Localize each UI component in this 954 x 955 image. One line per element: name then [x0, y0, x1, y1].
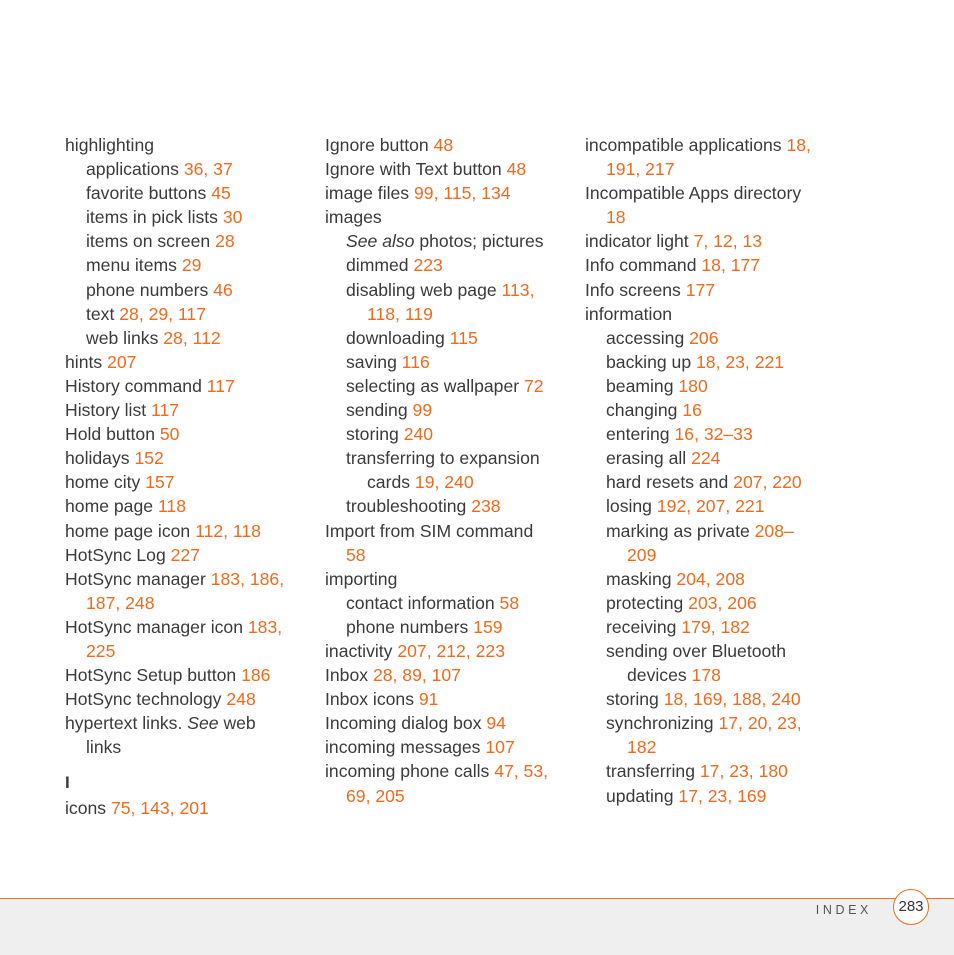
- see-target: web: [223, 713, 256, 734]
- index-entry: [65, 687, 305, 711]
- page-refs: 179, 182: [681, 616, 750, 637]
- index-entry: [325, 181, 565, 205]
- index-subentry: [325, 615, 565, 639]
- see-reference: See also: [346, 231, 415, 252]
- entry-term: holidays: [65, 448, 130, 469]
- entry-term: items in pick lists: [86, 207, 218, 228]
- see-reference: See: [187, 713, 219, 734]
- page-refs: 248: [226, 689, 256, 710]
- index-subentry: [325, 326, 565, 350]
- page-refs: 204, 208: [676, 568, 745, 589]
- entry-term: sending: [346, 400, 408, 421]
- page-refs: 207, 220: [733, 472, 802, 493]
- entry-term: losing: [606, 496, 652, 517]
- index-subentry: [65, 229, 305, 253]
- page-refs: 206: [689, 327, 719, 348]
- index-entry: [325, 639, 565, 663]
- index-entry: [585, 133, 825, 181]
- page-refs: 192, 207, 221: [656, 496, 765, 517]
- page-refs: 180: [678, 375, 708, 396]
- page-refs: 18, 169, 188, 240: [663, 689, 801, 710]
- index-subentry: [585, 759, 825, 783]
- index-subentry: [585, 567, 825, 591]
- entry-term: home page icon: [65, 520, 191, 541]
- index-subentry: [585, 398, 825, 422]
- page-refs-continued: 18: [606, 207, 626, 228]
- index-entry: [65, 567, 305, 615]
- index-entry: [65, 519, 305, 543]
- page-refs: 50: [159, 424, 180, 445]
- entry-term: erasing all: [606, 448, 687, 469]
- page-refs: 227: [170, 544, 200, 565]
- entry-term: contact information: [346, 592, 495, 613]
- entry-term: storing: [346, 424, 399, 445]
- page-refs-continued: 182: [627, 737, 657, 758]
- index-entry: [325, 759, 565, 807]
- entry-term: HotSync manager icon: [65, 616, 243, 637]
- index-subentry: [585, 446, 825, 470]
- entry-term: Ignore button: [325, 135, 429, 155]
- entry-term: Ignore with Text button: [325, 159, 502, 180]
- entry-term: beaming: [606, 375, 674, 396]
- page-refs: 183,: [247, 616, 283, 637]
- page-refs: 91: [418, 689, 439, 710]
- entry-term: incoming phone calls: [325, 761, 490, 782]
- index-subentry: [65, 205, 305, 229]
- index-subentry: [585, 615, 825, 639]
- entry-term: applications: [86, 159, 179, 180]
- entry-term: backing up: [606, 351, 692, 372]
- index-subentry: [65, 157, 305, 181]
- index-entry: [65, 615, 305, 663]
- entry-term: hard resets and: [606, 472, 729, 493]
- page-refs: 18,: [786, 135, 811, 155]
- entry-term: Incompatible Apps directory: [585, 183, 802, 204]
- page-refs: 207: [107, 351, 137, 372]
- entry-term: image files: [325, 183, 410, 204]
- entry-term: images: [325, 207, 382, 228]
- page-refs: 240: [403, 424, 434, 445]
- page-refs-continued: 187, 248: [86, 592, 155, 613]
- page-refs: 152: [134, 448, 164, 469]
- entry-term: receiving: [606, 616, 677, 637]
- index-subentry: [325, 494, 565, 518]
- index-subentry: [585, 784, 825, 808]
- entry-term: Info screens: [585, 279, 681, 300]
- index-entry: [325, 663, 565, 687]
- entry-term-continued: links: [86, 737, 122, 758]
- entry-term: entering: [606, 424, 670, 445]
- entry-term: Incoming dialog box: [325, 713, 482, 734]
- entry-term: downloading: [346, 327, 445, 348]
- page-refs: 45: [211, 183, 231, 204]
- index-column-2: [325, 133, 565, 808]
- section-label: INDEX: [815, 903, 872, 917]
- page-refs-continued: 69, 205: [346, 785, 405, 806]
- entry-term: highlighting: [65, 135, 155, 155]
- page-refs: 7, 12, 13: [693, 231, 763, 252]
- page-refs-continued: 209: [627, 544, 657, 565]
- entry-term: sending over Bluetooth: [606, 640, 786, 661]
- index-subentry: [585, 711, 825, 759]
- page-refs: 47, 53,: [494, 761, 549, 782]
- page-refs: 117: [151, 400, 180, 421]
- page-refs: 28, 29, 117: [119, 303, 206, 324]
- page-refs: 177: [685, 279, 716, 300]
- index-entry: [585, 181, 825, 229]
- entry-term: masking: [606, 568, 672, 589]
- index-subentry: [585, 639, 825, 687]
- index-entry: [65, 494, 305, 518]
- page-refs: 99: [412, 400, 433, 421]
- index-entry: [65, 543, 305, 567]
- page-refs: 16: [682, 400, 702, 421]
- entry-term: disabling web page: [346, 279, 497, 300]
- page-refs: 186: [241, 665, 271, 686]
- page-refs: 94: [486, 713, 506, 734]
- page-refs: 28: [215, 231, 235, 252]
- entry-term: favorite buttons: [86, 183, 207, 204]
- index-subentry: [585, 374, 825, 398]
- page-refs: 118: [157, 496, 186, 517]
- index-entry: [325, 687, 565, 711]
- entry-term: dimmed: [346, 255, 409, 276]
- index-subentry: [325, 278, 565, 326]
- page-refs: 183, 186,: [210, 568, 285, 589]
- index-entry: [325, 735, 565, 759]
- index-entry: [65, 470, 305, 494]
- page-refs: 28, 112: [163, 327, 221, 348]
- entry-term: synchronizing: [606, 713, 714, 734]
- page-refs: 107: [485, 737, 515, 758]
- entry-term: History list: [65, 400, 147, 421]
- entry-term: hypertext links.: [65, 713, 183, 734]
- entry-term: marking as private: [606, 520, 750, 541]
- entry-term: incoming messages: [325, 737, 481, 758]
- entry-term: text: [86, 303, 115, 324]
- page-refs: 116: [401, 351, 430, 372]
- entry-term: troubleshooting: [346, 496, 467, 517]
- page-refs: 159: [473, 616, 503, 637]
- index-subentry: [325, 446, 565, 494]
- page-refs: 16, 32–33: [674, 424, 753, 445]
- page-refs: 48: [433, 135, 454, 155]
- page-footer: [0, 898, 954, 955]
- index-subentry: [585, 326, 825, 350]
- entry-term: accessing: [606, 327, 685, 348]
- index-subentry: [585, 350, 825, 374]
- page-refs: 17, 23, 180: [699, 761, 788, 782]
- page-number-badge: 283: [893, 889, 929, 925]
- entry-term: Import from SIM command: [325, 520, 534, 541]
- entry-term-continued: cards: [367, 472, 411, 493]
- entry-term: hints: [65, 351, 103, 372]
- index-entry: [585, 253, 825, 277]
- index-subentry: [65, 181, 305, 205]
- page-refs: 112, 118: [195, 520, 261, 541]
- index-subentry: [585, 591, 825, 615]
- page-refs-continued: 19, 240: [414, 472, 474, 493]
- index-subentry: [585, 519, 825, 567]
- entry-term: storing: [606, 689, 659, 710]
- page-refs: 203, 206: [688, 592, 757, 613]
- page-refs: 58: [499, 592, 520, 613]
- entry-term: importing: [325, 568, 398, 589]
- entry-term: incompatible applications: [585, 135, 782, 155]
- page-refs: 117: [206, 375, 235, 396]
- page-refs: 17, 20, 23,: [718, 713, 802, 734]
- entry-term: Hold button: [65, 424, 155, 445]
- index-entry: [325, 133, 565, 157]
- entry-term: items on screen: [86, 231, 211, 252]
- index-column-3: [585, 133, 825, 808]
- index-subentry: [65, 253, 305, 277]
- entry-term: HotSync technology: [65, 689, 222, 710]
- page-refs-continued: 225: [86, 640, 116, 661]
- entry-term: indicator light: [585, 231, 689, 252]
- entry-term: selecting as wallpaper: [346, 375, 520, 396]
- index-subentry: [585, 470, 825, 494]
- entry-term: updating: [606, 785, 674, 806]
- page-refs: 48: [506, 159, 527, 180]
- index-entry: [585, 278, 825, 302]
- entry-term: saving: [346, 351, 397, 372]
- page-refs: 18, 23, 221: [696, 351, 785, 372]
- page-refs: 30: [222, 207, 243, 228]
- entry-term: transferring: [606, 761, 695, 782]
- index-entry: [65, 350, 305, 374]
- index-entry: [65, 133, 305, 157]
- entry-term: Inbox: [325, 665, 369, 686]
- index-subentry: [325, 422, 565, 446]
- index-subentry: [325, 374, 565, 398]
- index-subentry: [325, 591, 565, 615]
- index-subentry: [585, 494, 825, 518]
- index-entry: [65, 446, 305, 470]
- page-refs: 115: [449, 327, 478, 348]
- page-refs: 99, 115, 134: [414, 183, 511, 204]
- index-subentry: [325, 398, 565, 422]
- page-refs: 157: [145, 472, 175, 493]
- page-refs: 36, 37: [183, 159, 233, 180]
- page-refs-continued: 118, 119: [367, 303, 433, 324]
- entry-term: phone numbers: [86, 279, 209, 300]
- entry-term: changing: [606, 400, 678, 421]
- page-refs: 17, 23, 169: [678, 785, 767, 806]
- page-refs: 113,: [501, 279, 535, 300]
- index-column-1: [65, 133, 305, 820]
- page-refs-continued: 191, 217: [606, 159, 675, 180]
- entry-term: inactivity: [325, 640, 393, 661]
- page-refs: 72: [524, 375, 544, 396]
- entry-term-continued: devices: [627, 665, 687, 686]
- see-target: photos; pictures: [419, 231, 544, 252]
- entry-term: HotSync manager: [65, 568, 206, 589]
- index-entry: [325, 711, 565, 735]
- entry-term: protecting: [606, 592, 684, 613]
- page-refs: 29: [181, 255, 202, 276]
- entry-term: Info command: [585, 255, 697, 276]
- entry-term: Inbox icons: [325, 689, 414, 710]
- index-subentry: [325, 229, 565, 253]
- entry-term: HotSync Log: [65, 544, 166, 565]
- page-refs: 224: [691, 448, 721, 469]
- index-entry: [65, 422, 305, 446]
- entry-term: home page: [65, 496, 154, 517]
- index-entry: [65, 711, 305, 759]
- entry-term: transferring to expansion: [346, 448, 540, 469]
- index-subentry: [65, 278, 305, 302]
- entry-term: home city: [65, 472, 141, 493]
- index-subentry: [65, 326, 305, 350]
- entry-term: menu items: [86, 255, 177, 276]
- index-entry: [325, 519, 565, 567]
- index-subentry: [65, 302, 305, 326]
- page-refs: 223: [413, 255, 443, 276]
- page-refs: 75, 143, 201: [110, 797, 209, 818]
- index-entry: [585, 302, 825, 326]
- page-refs: 238: [471, 496, 501, 517]
- page-refs: 28, 89, 107: [372, 665, 461, 686]
- entry-term: icons: [65, 797, 107, 818]
- index-entry: [325, 567, 565, 591]
- entry-term: HotSync Setup button: [65, 665, 237, 686]
- page-refs-continued: 178: [691, 665, 721, 686]
- index-subentry: [585, 422, 825, 446]
- index-entry: [65, 398, 305, 422]
- page-refs: 18, 177: [701, 255, 761, 276]
- page-refs-continued: 58: [346, 544, 366, 565]
- page-refs: 46: [213, 279, 233, 300]
- index-entry: [325, 157, 565, 181]
- index-entry: [585, 229, 825, 253]
- index-entry: [65, 796, 305, 820]
- page-refs: 208–: [754, 520, 794, 541]
- page-refs: 207, 212, 223: [397, 640, 505, 661]
- entry-term: information: [585, 303, 673, 324]
- entry-term: web links: [86, 327, 159, 348]
- index-subentry: [325, 253, 565, 277]
- index-subentry: [325, 350, 565, 374]
- entry-term: History command: [65, 375, 202, 396]
- index-subentry: [585, 687, 825, 711]
- index-entry: [65, 663, 305, 687]
- index-entry: [325, 205, 565, 229]
- section-letter: I: [65, 773, 70, 793]
- index-entry: [65, 374, 305, 398]
- entry-term: phone numbers: [346, 616, 469, 637]
